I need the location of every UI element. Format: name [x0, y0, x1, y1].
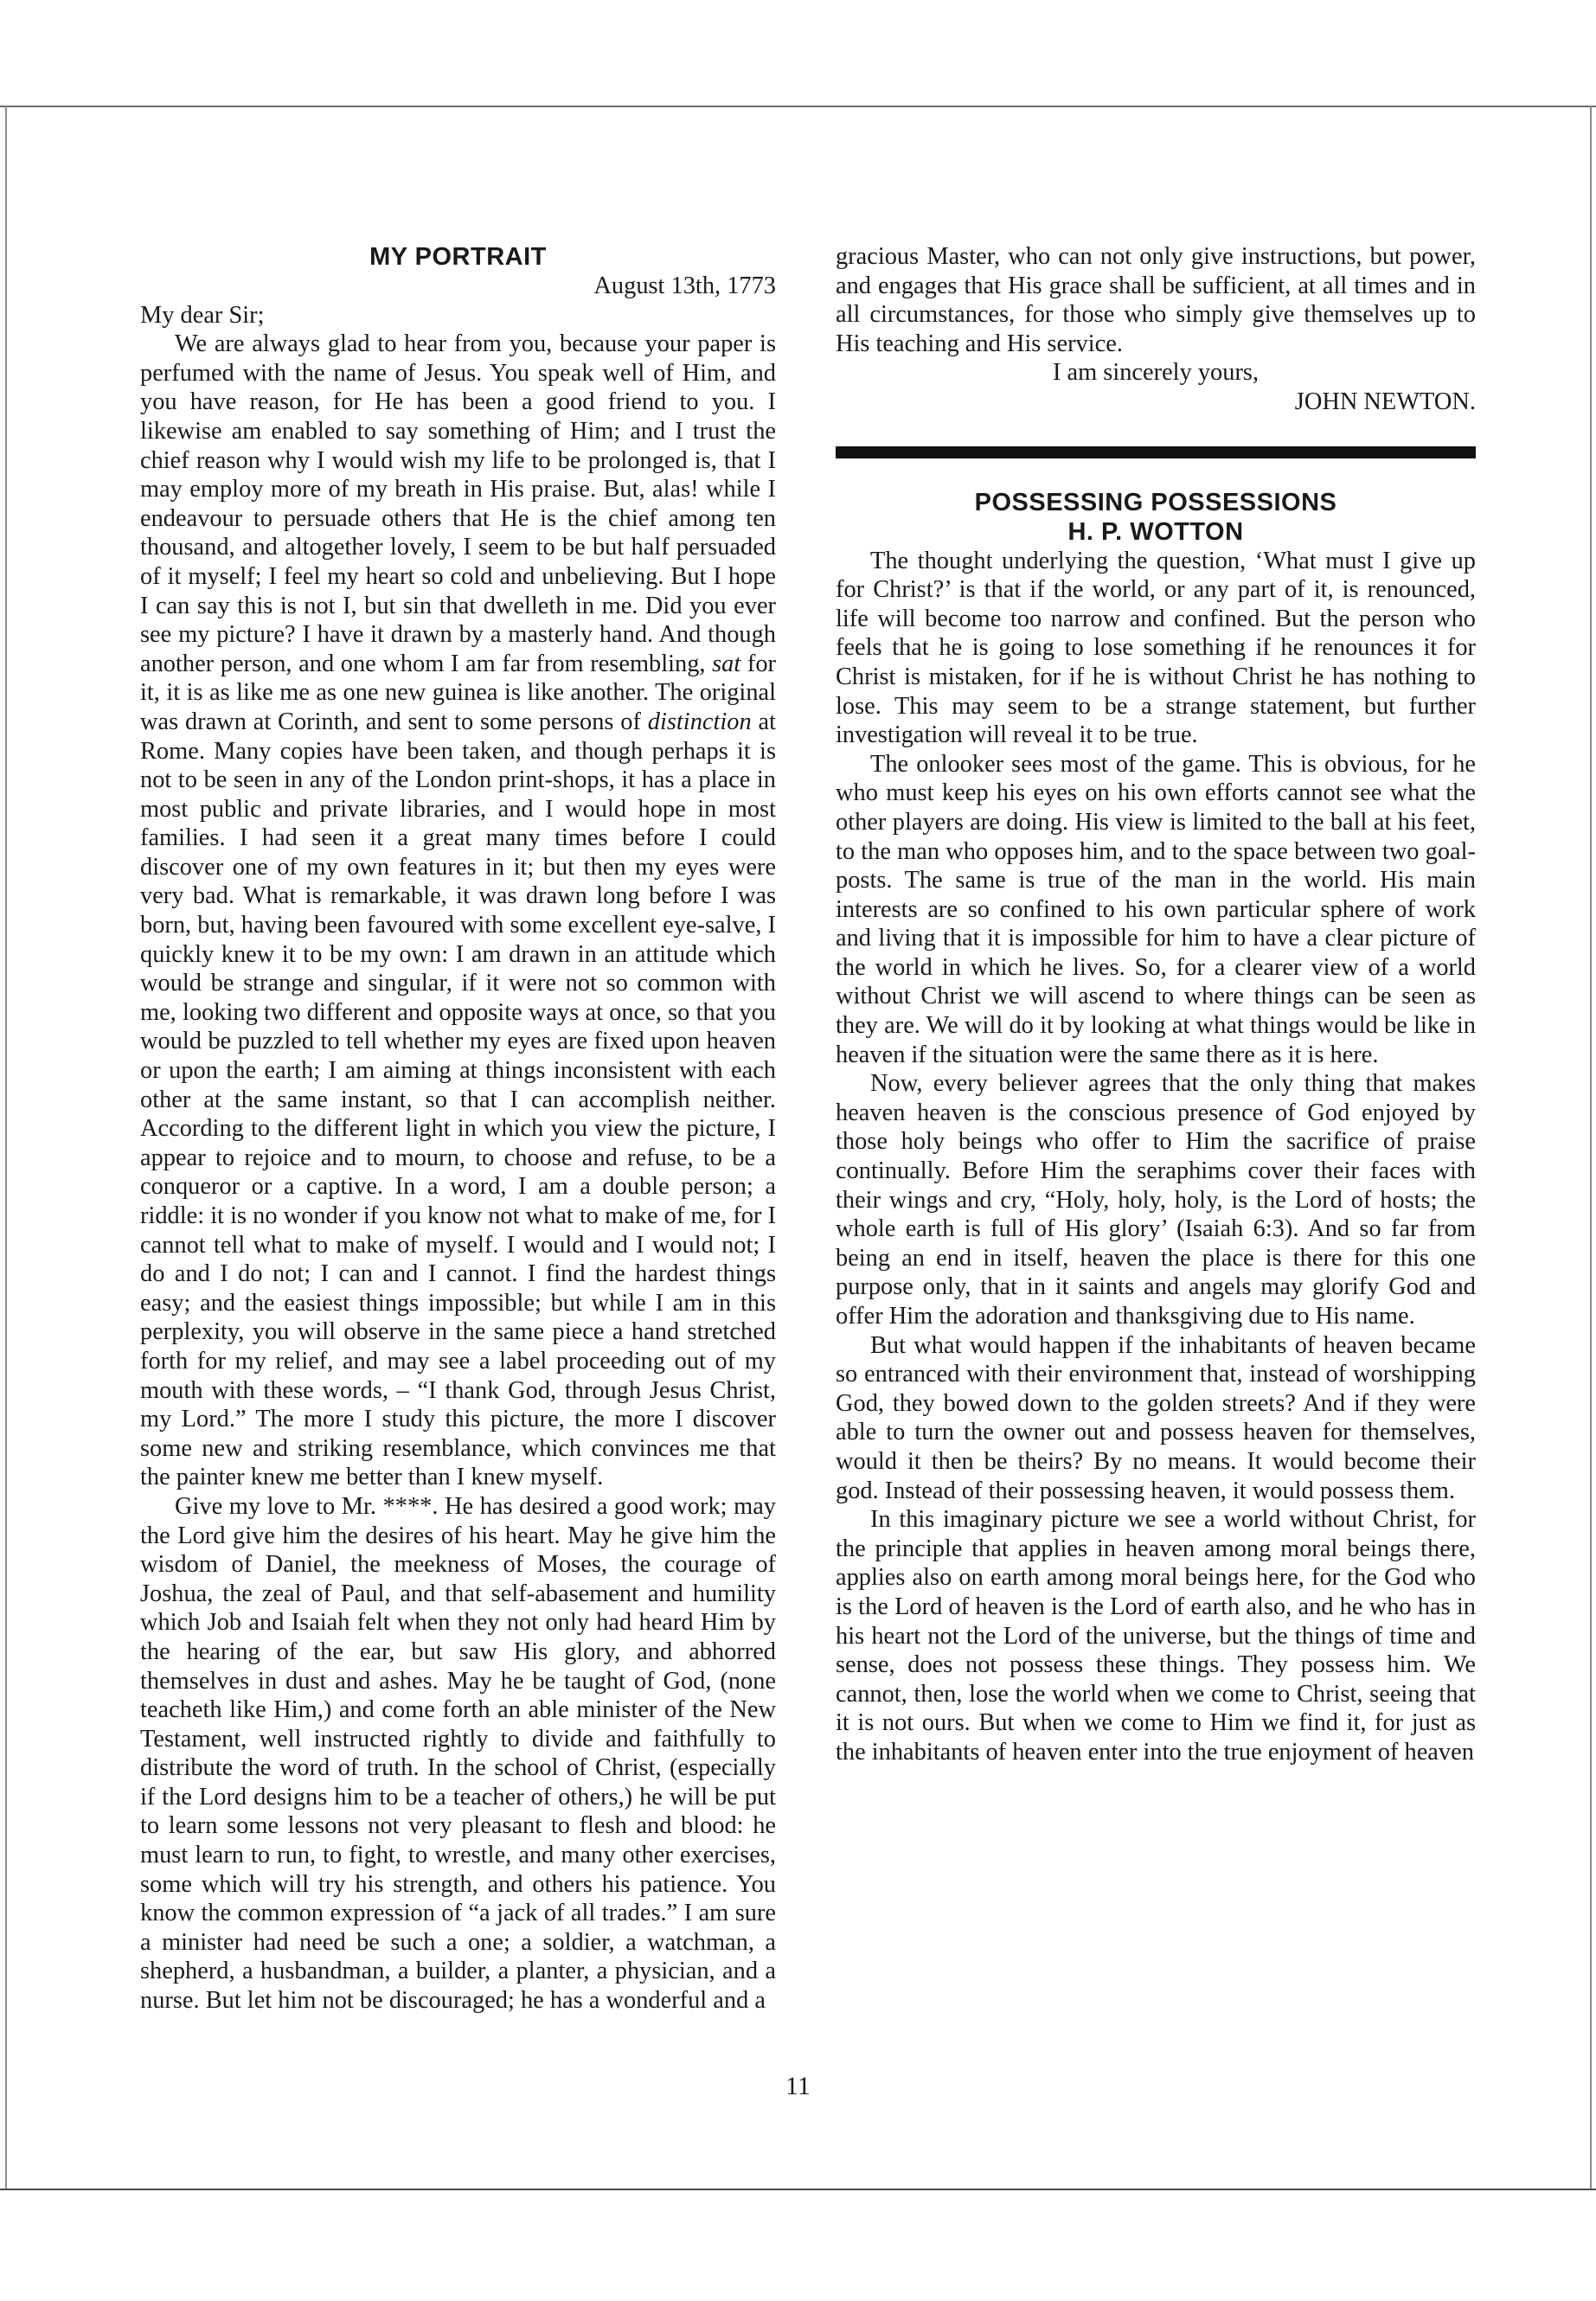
page-edge-right: [1590, 106, 1592, 2189]
page-edge-bottom: [0, 2189, 1596, 2190]
article-title-my-portrait: MY PORTRAIT: [369, 243, 547, 271]
right-column: [836, 242, 1476, 1767]
article2-paragraph-5: In this imaginary picture we see a world without Christ, for the principle that applies in heaven among moral beings there, applies also on earth among moral beings here, for the God who is the Lord of heaven is the Lord of earth also, and he who has in his heart not the Lord of the universe, but the things of time and sense, does not possess these things. They possess him. We cannot, then, lose the world when we come to Christ, seeing that it is not ours. But when we come to Him we find it, for just as the inhabitants of heaven enter into the true enjoyment of heaven: [836, 1506, 1476, 1766]
letter-paragraph-1-part-a: We are always glad to hear from you, because your paper is perfumed with the name of Jesus. You speak well of Him, and you have reason, for He has been a good friend to you. I likewise am enabled to say something of Him; and I trust the chief reason why I would wish my life to be prolonged is, that I may employ more of my breath in His praise. But, alas! while I endeavour to persuade others that He is the chief among ten thousand, and altogether lovely, I seem to be but half persuaded of it myself; I feel my heart so cold and unbelieving. But I hope I can say this is not I, but sin that dwelleth in me. Did you ever see my picture? I have it drawn by a masterly hand. And though another person, and one whom I am far from resembling,: [140, 330, 776, 677]
article2-paragraph-2: The onlooker sees most of the game. This is obvious, for he who must keep his eyes on his own efforts cannot see what the other players are doing. His view is limited to the ball at his feet, to the man who opposes him, and to the space between two goal-posts. The same is true of the man in the world. His main interests are so confined to his own particular sphere of work and living that it is impossible for him to have a clear picture of the world in which he lives. So, for a clearer view of a world without Christ we will ascend to where things can be seen as they are. We will do it by looking at what things would be like in heaven if the situation were the same there as it is here.: [836, 750, 1476, 1068]
letter-closing: I am sincerely yours,: [1052, 359, 1259, 387]
article2-paragraph-1: The thought underlying the question, ‘What must I give up for Christ?’ is that if the world, or any part of it, is renounced, life will become too narrow and confined. But the person who feels that he is going to lose something if he renounces it for Christ is mistaken, for if he is without Christ he has nothing to lose. This may seem to be a strange statement, but further investigation will reveal it to be true.: [836, 547, 1476, 749]
section-divider: [836, 446, 1476, 458]
page-edge-left: [5, 106, 7, 2189]
page-number: 11: [785, 2072, 811, 2100]
article-author: H. P. WOTTON: [1067, 517, 1244, 546]
letter-paragraph-1: [140, 330, 776, 1492]
letter-date: August 13th, 1773: [593, 272, 776, 299]
letter-paragraph-2-continued: gracious Master, who can not only give instructions, but power, and engages that His grace shall be sufficient, at all times and in all circumstances, for those who simply give themselves up to His teaching and His service.: [836, 243, 1476, 357]
letter-signature: JOHN NEWTON.: [1294, 388, 1476, 415]
article-title-possessing-possessions: POSSESSING POSSESSIONS: [974, 488, 1337, 516]
article2-paragraph-3: Now, every believer agrees that the only thing that makes heaven heaven is the conscious presence of God enjoyed by those holy beings who offer to Him the sacrifice of praise continually. Before Him the seraphims cover their faces with their wings and cry, “Holy, holy, holy, is the Lord of hosts; the whole earth is full of His glory’ (Isaiah 6:3). And so far from being an end in itself, heaven the place is there for this one purpose only, that in it saints and angels may glorify God and offer Him the adoration and thanksgiving due to His name.: [836, 1070, 1476, 1330]
italic-word-distinction: distinction: [647, 708, 752, 735]
letter-paragraph-2: Give my love to Mr. ****. He has desired a good work; may the Lord give him the desires of his heart. May he give him the wisdom of Daniel, the meekness of Moses, the courage of Joshua, the zeal of Paul, and that self-abasement and humility which Job and Isaiah felt when they not only had heard Him by the hearing of the ear, but saw His glory, and abhorred themselves in dust and ashes. May he be taught of God, (none teacheth like Him,) and come forth an able minister of the New Testament, well instructed rightly to divide and faithfully to distribute the word of truth. In the school of Christ, (especially if the Lord designs him to be a teacher of others,) he will be put to learn some lessons not very pleasant to flesh and blood: he must learn to run, to fight, to wrestle, and many other exercises, some which will try his strength, and others his patience. You know the common expression of “a jack of all trades.” I am sure a minister had need be such a one; a soldier, a watchman, a shepherd, a husbandman, a builder, a planter, a physician, and a nurse. But let him not be discouraged; he has a wonderful and a: [140, 1492, 776, 2015]
article2-paragraph-4: But what would happen if the inhabitants of heaven became so entranced with their environment that, instead of worshipping God, they bowed down to the golden streets? And if they were able to turn the owner out and possess heaven for themselves, would it then be theirs? By no means. It would become their god. Instead of their possessing heaven, it would possess them.: [836, 1331, 1476, 1504]
page-edge-top: [0, 106, 1596, 107]
letter-paragraph-1-part-c: at Rome. Many copies have been taken, and though perhaps it is not to be seen in any of the London print-shops, it has a place in most public and private libraries, and I would hope in most families. I had seen it a great many times before I could discover one of my own features in it; but then my eyes were very bad. What is remarkable, it was drawn long before I was born, but, having been favoured with some excellent eye-salve, I quickly knew it to be my own: I am drawn in an attitude which would be strange and singular, if it were not so common with me, looking two different and opposite ways at once, so that you would be puzzled to tell whether my eyes are fixed upon heaven or upon the earth; I am aiming at things inconsistent with each other at the same instant, so that I can accomplish neither. According to the different light in which you view the picture, I appear to rejoice and to mourn, to choose and refuse, to be a conqueror or a captive. In a word, I am a double person; a riddle: it is no wonder if you know not what to make of me, for I cannot tell what to make of myself. I would and I would not; I do and I do not; I can and I cannot. I find the hardest things easy; and the easiest things impossible; but while I am in this perplexity, you will observe in the same piece a hand stretched forth for my relief, and may see a label proceeding out of my mouth with these words, – “I thank God, through Jesus Christ, my Lord.” The more I study this picture, the more I discover some new and striking resemblance, which convinces me that the painter knew me better than I knew myself.: [140, 708, 776, 1491]
letter-salutation: My dear Sir;: [140, 301, 265, 329]
italic-word-sat: sat: [712, 650, 741, 677]
left-column: [140, 242, 776, 2016]
letter-paragraph-1-part-b: for it, it is as like me as one new guinea is like another. The original was drawn at Corinth, and sent to some persons of: [140, 650, 776, 735]
